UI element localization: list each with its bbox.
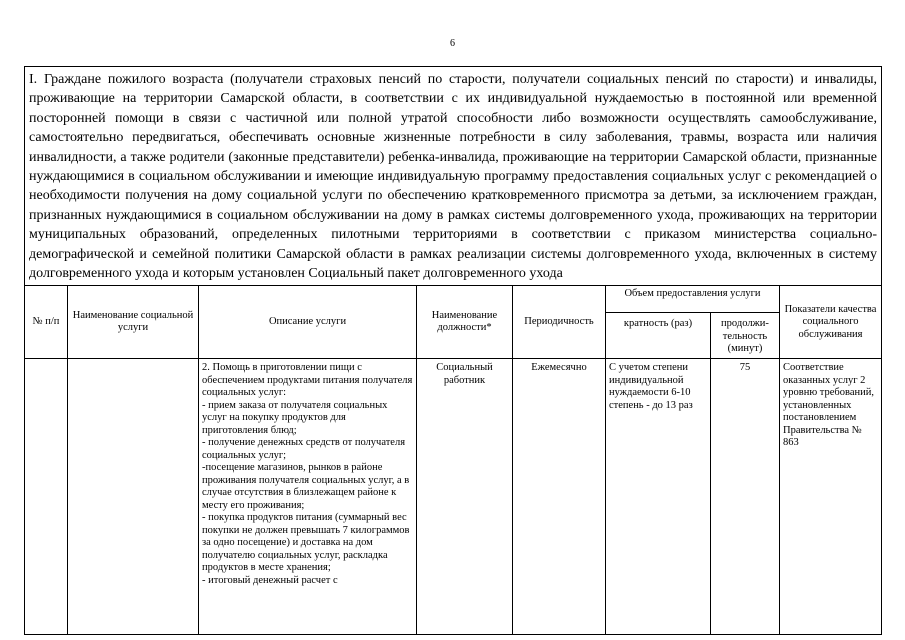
description-line: 2. Помощь в приготовлении пищи с обеспечением продуктами питания получателя социальных услуг: [202, 362, 413, 399]
header-quality: Показатели качества социального обслуживания [780, 286, 882, 359]
cell-num [25, 359, 68, 635]
cell-service-name [68, 359, 199, 635]
services-table [24, 66, 882, 635]
description-line: - покупка продуктов питания (суммарный вес покупки не должен превышать 7 килограммов за одно посещение) и доставка на дом получателю социальных услуг, раскладка продуктов в месте хранения; [202, 512, 410, 574]
table-row [25, 359, 882, 635]
cell-duration: 75 [711, 359, 780, 635]
cell-description [199, 359, 417, 635]
cell-multiplicity: С учетом степени индивидуальной нуждаемости 6-10 степень - до 13 раз [606, 359, 711, 635]
page-number: 6 [450, 38, 455, 49]
header-service-name: Наименование социальной услуги [68, 286, 199, 359]
header-volume: Объем предоставления услуги [606, 286, 780, 313]
header-multiplicity: кратность (раз) [606, 313, 711, 359]
cell-quality: Соответствие оказанных услуг 2 уровню требований, установленных постановлением Правительства № 863 [780, 359, 882, 635]
description-line: - получение денежных средств от получателя социальных услуг; [202, 437, 406, 461]
header-description: Описание услуги [199, 286, 417, 359]
cell-position: Социальный работник [417, 359, 513, 635]
header-periodicity: Периодичность [513, 286, 606, 359]
description-line: - прием заказа от получателя социальных услуг на покупку продуктов для приготовления блюд; [202, 399, 388, 436]
cell-periodicity: Ежемесячно [513, 359, 606, 635]
header-num: № п/п [25, 286, 68, 359]
header-position: Наименование должности* [417, 286, 513, 359]
description-line: - итоговый денежный расчет с [202, 574, 338, 586]
category-description: I. Граждане пожилого возраста (получатели страховых пенсий по старости, получатели социальных пенсий по старости) и инвалиды, проживающие на территории Самарской области, в соответствии с их индивидуальной нуждаемостью в постоянной или временной посторонней помощи в связи с частичной или полной утратой способности либо возможности осуществлять самообслуживание, самостоятельно передвигаться, обеспечивать основные жизненные потребности в силу заболевания, травмы, возраста или наличия инвалидности, а также родители (законные представители) ребенка-инвалида, проживающие на территории Самарской области, признанные нуждающимися в социальном обслуживании и имеющие индивидуальную программу предоставления социальных услуг с рекомендацией о необходимости получения на дому социальной услуги по обеспечению кратковременного присмотра за детьми, за исключением граждан, признанных нуждающимися в социальном обслуживании на дому в рамках системы долговременного ухода, проживающих на территории муниципальных образований, определенных пилотными территориями в соответствии с приказом министерства социально-демографической и семейной политики Самарской области в рамках реализации системы долговременного ухода, включенных в систему долговременного ухода и которым установлен Социальный пакет долговременного ухода [25, 67, 882, 286]
header-duration: продолжи-тельность (минут) [711, 313, 780, 359]
description-line: -посещение магазинов, рынков в районе проживания получателя социальных услуг, а в случае отсутствия в близлежащем районе к месту его проживания; [202, 462, 410, 511]
